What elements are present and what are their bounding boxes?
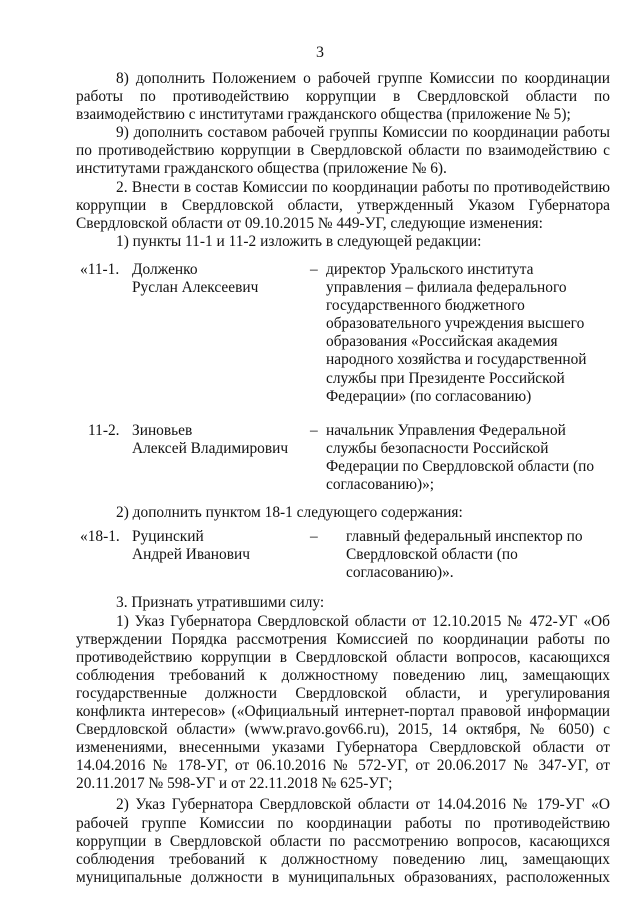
member-given-names: Андрей Иванович xyxy=(132,546,250,564)
member-row xyxy=(76,261,610,406)
member-row xyxy=(76,422,610,494)
member-given-names: Алексей Владимирович xyxy=(132,439,289,457)
member-name xyxy=(132,422,310,494)
member-dash: – xyxy=(310,421,318,439)
paragraph-section-3: 3. Признать утратившими силу: xyxy=(116,594,325,612)
member-given-names: Руслан Алексеевич xyxy=(132,279,259,297)
member-dash: – xyxy=(310,528,318,546)
member-dash: – xyxy=(310,260,318,278)
paragraph-section-2: 2. Внести в состав Комиссии по координации работы по противодействию коррупции в Свердловской области, утвержденный Указом Губернатора Свердловской области от 09.10.2015 № 449-УГ, следующие изменения: xyxy=(76,178,610,232)
member-name xyxy=(132,261,310,406)
member-surname: Руцинский xyxy=(132,528,204,546)
member-name xyxy=(132,528,310,582)
member-surname: Долженко xyxy=(132,260,198,278)
document-body xyxy=(76,70,610,887)
member-surname: Зиновьев xyxy=(132,421,193,439)
paragraph-item-8: 8) дополнить Положением о рабочей группе Комиссии по координации работы по противодействию коррупции в Свердловской области по взаимодействию с институтами гражданского общества (приложение № 5); xyxy=(76,70,610,124)
member-number: «18-1. xyxy=(80,528,120,546)
page-number: 3 xyxy=(316,44,324,61)
member-description: главный федеральный инспектор по Свердловской области (по согласованию)». xyxy=(346,528,583,582)
paragraph-item-9: 9) дополнить составом рабочей группы Комиссии по координации работы по противодействию коррупции в Свердловской области по взаимодействию с институтами гражданского общества (приложение № 6). xyxy=(76,124,610,178)
paragraph-item-1: 1) пункты 11-1 и 11-2 изложить в следующей редакции: xyxy=(116,232,482,250)
paragraph-decree-1: 1) Указ Губернатора Свердловской области от 12.10.2015 № 472-УГ «Об утверждении Порядка рассмотрения Комиссией по координации работы по противодействию коррупции в Свердловской области вопросов, касающихся соблюдения требований к должностному поведению лиц, замещающих государственные должности Свердловской области, и урегулирования конфликта интересов» («Официальный интернет-портал правовой информации Свердловской области» (www.pravo.gov66.ru), 2015, 14 октября, № 6050) с изменениями, внесенными указами Губернатора Свердловской области от 14.04.2016 № 178-УГ, от 06.10.2016 № 572-УГ, от 20.06.2017 № 347-УГ, от 20.11.2017 № 598-УГ и от 22.11.2018 № 625-УГ; xyxy=(76,612,610,793)
member-number: 11-2. xyxy=(88,421,120,439)
member-description: начальник Управления Федеральной службы безопасности Российской Федерации по Свердловской области (по согласованию)»; xyxy=(326,421,595,493)
member-description: директор Уральского института управления – филиала федерального государственного бюджетного образовательного учреждения высшего образования «Российская академия народного хозяйства и государственной службы при Президенте Российской Федерации» (по согласованию) xyxy=(326,260,587,405)
member-number: «11-1. xyxy=(80,260,120,278)
paragraph-item-2: 2) дополнить пунктом 18-1 следующего содержания: xyxy=(116,504,463,522)
member-row xyxy=(76,528,610,582)
paragraph-decree-2: 2) Указ Губернатора Свердловской области от 14.04.2016 № 179-УГ «О рабочей группе Комиссии по координации работы по противодействию коррупции в Свердловской области по рассмотрению вопросов, касающихся соблюдения требований к должностному поведению лиц, замещающих муниципальные должности в муниципальных образованиях, расположенных xyxy=(76,796,610,886)
